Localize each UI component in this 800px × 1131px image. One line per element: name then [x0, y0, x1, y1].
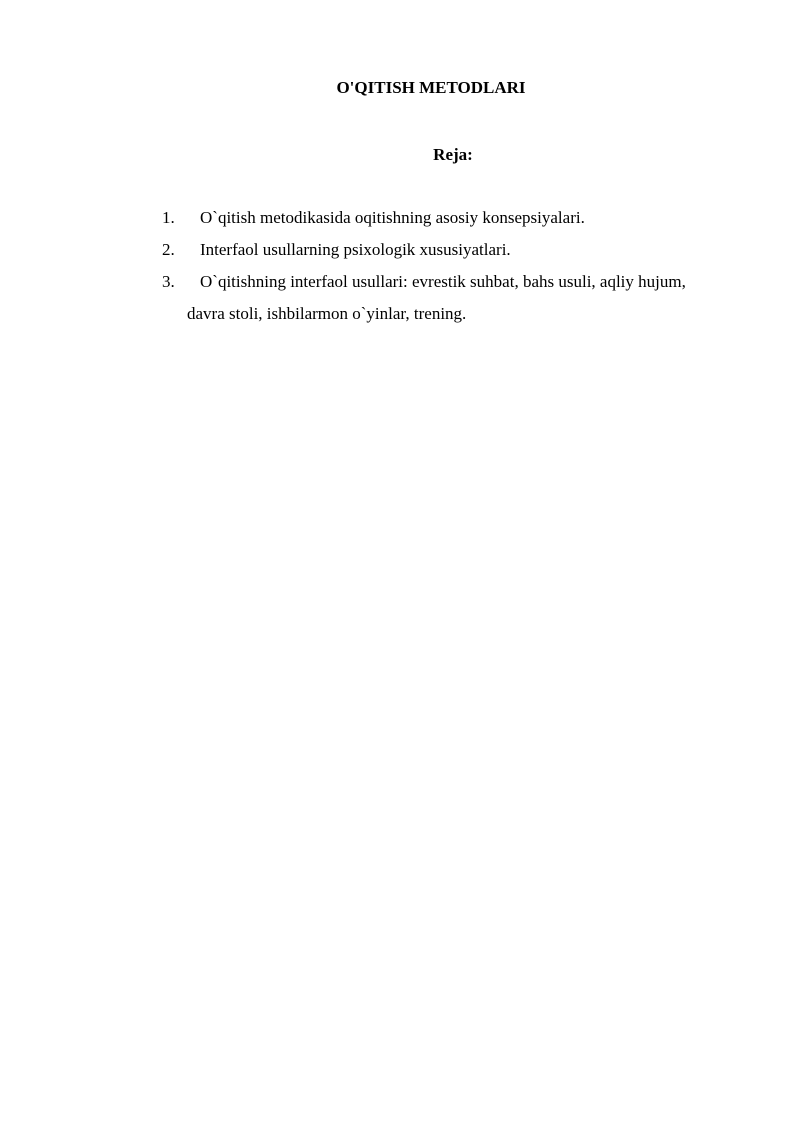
plan-list — [162, 206, 752, 334]
plan-item-3 — [162, 270, 752, 326]
plan-item-number: 3. — [162, 272, 175, 291]
plan-item-text: Interfaol usullarning psixologik xususiyatlari. — [200, 240, 511, 259]
plan-item-2 — [162, 238, 752, 262]
plan-item-text: O`qitishning interfaol usullari: evrestik suhbat, bahs usuli, aqliy hujum, — [200, 272, 686, 291]
plan-item-text-continuation: davra stoli, ishbilarmon o`yinlar, trening. — [187, 304, 467, 323]
plan-item-number: 2. — [162, 240, 175, 259]
document-title: O'QITISH METODLARI — [336, 78, 526, 97]
plan-item-text: O`qitish metodikasida oqitishning asosiy konsepsiyalari. — [200, 208, 585, 227]
plan-item-number: 1. — [162, 208, 175, 227]
plan-item-1 — [162, 206, 752, 230]
plan-heading: Reja: — [433, 145, 473, 164]
